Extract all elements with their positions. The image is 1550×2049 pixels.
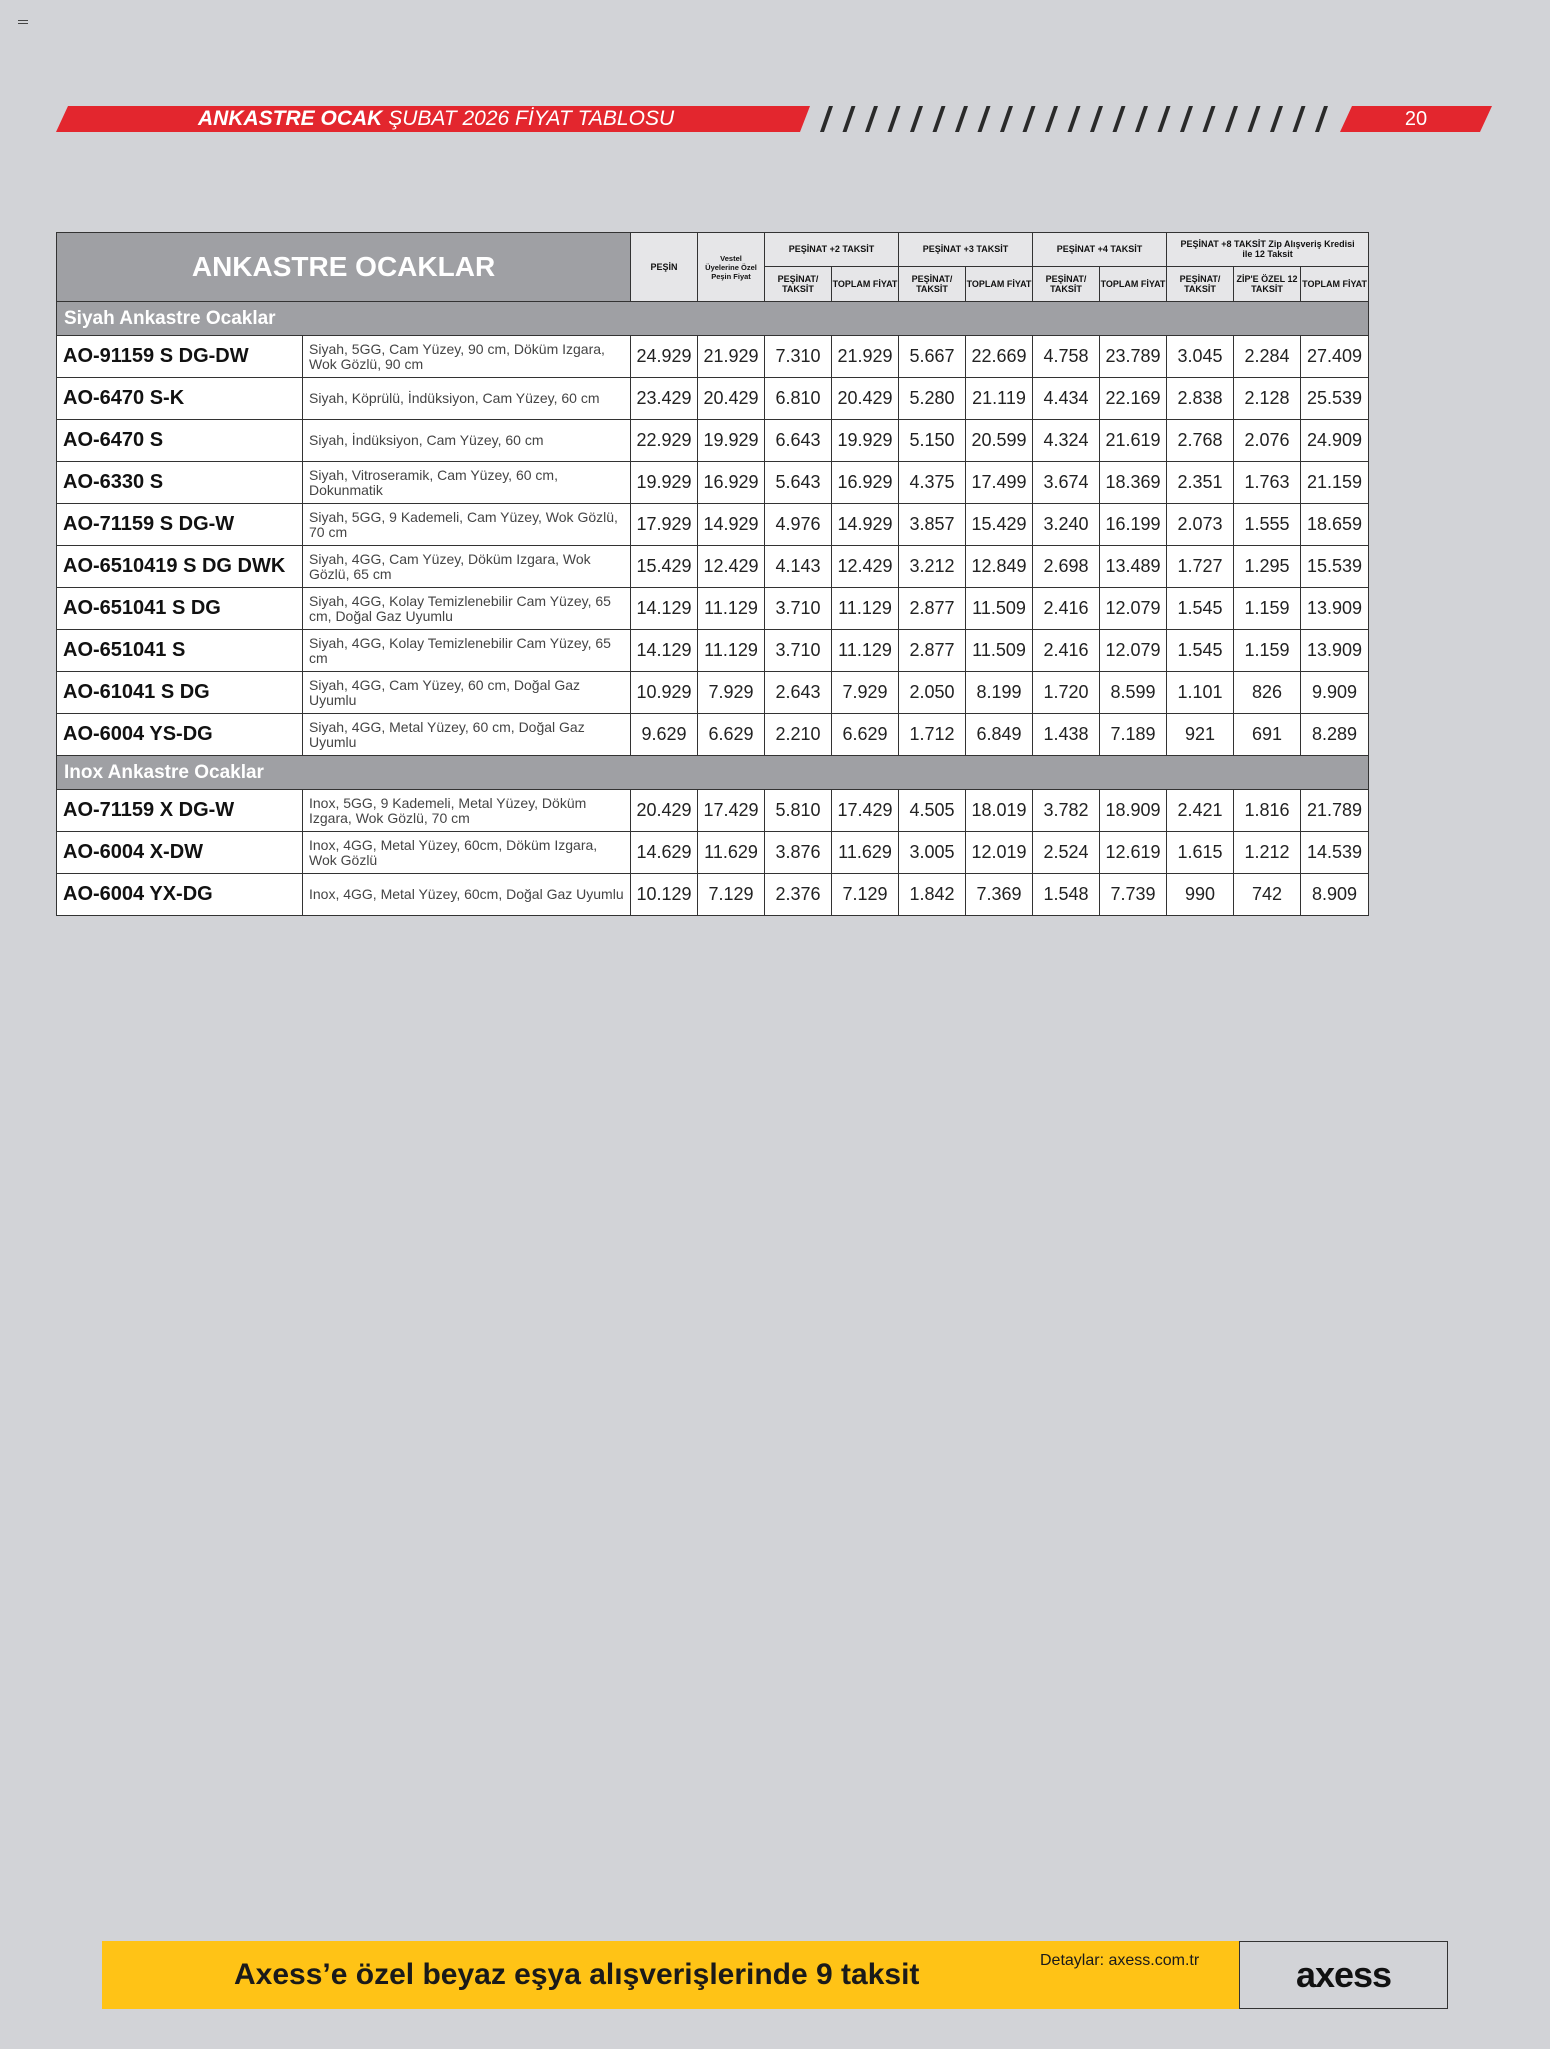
price-cell: 24.929	[631, 336, 698, 378]
price-cell: 2.416	[1033, 588, 1100, 630]
subheader-toplam: TOPLAM FİYAT	[1301, 266, 1369, 301]
banner-stripe	[1293, 106, 1306, 132]
price-cell: 19.929	[631, 462, 698, 504]
banner-stripe	[933, 106, 946, 132]
product-code: AO-6510419 S DG DWK	[57, 546, 303, 588]
price-cell: 11.129	[698, 630, 765, 672]
table-row	[57, 714, 1369, 756]
price-cell: 990	[1167, 874, 1234, 916]
price-cell: 3.240	[1033, 504, 1100, 546]
product-code: AO-6470 S	[57, 420, 303, 462]
banner-stripe	[910, 106, 923, 132]
product-description: Siyah, 4GG, Kolay Temizlenebilir Cam Yüzey, 65 cm	[303, 630, 631, 672]
price-cell: 12.019	[966, 832, 1033, 874]
col-header-vestel: Vestel Üyelerine Özel Peşin Fiyat	[698, 233, 765, 302]
banner-stripe	[1248, 106, 1261, 132]
product-code: AO-6470 S-K	[57, 378, 303, 420]
price-cell: 21.929	[832, 336, 899, 378]
product-description: Siyah, İndüksiyon, Cam Yüzey, 60 cm	[303, 420, 631, 462]
price-cell: 13.489	[1100, 546, 1167, 588]
col-group-4-taksit: PEŞİNAT +4 TAKSİT	[1033, 233, 1167, 267]
price-cell: 7.189	[1100, 714, 1167, 756]
price-cell: 14.929	[698, 504, 765, 546]
price-cell: 2.877	[899, 588, 966, 630]
price-cell: 12.429	[832, 546, 899, 588]
price-cell: 2.050	[899, 672, 966, 714]
banner-stripe	[1023, 106, 1036, 132]
subheader-toplam: TOPLAM FİYAT	[1100, 266, 1167, 301]
price-cell: 14.539	[1301, 832, 1369, 874]
price-cell: 1.720	[1033, 672, 1100, 714]
banner-stripe	[1000, 106, 1013, 132]
price-cell: 3.710	[765, 630, 832, 672]
price-cell: 6.810	[765, 378, 832, 420]
price-cell: 4.758	[1033, 336, 1100, 378]
price-cell: 2.376	[765, 874, 832, 916]
price-cell: 11.129	[698, 588, 765, 630]
price-cell: 2.524	[1033, 832, 1100, 874]
price-cell: 1.615	[1167, 832, 1234, 874]
price-cell: 16.929	[698, 462, 765, 504]
price-cell: 2.838	[1167, 378, 1234, 420]
banner-stripe	[1315, 106, 1328, 132]
price-cell: 11.509	[966, 630, 1033, 672]
price-cell: 1.295	[1234, 546, 1301, 588]
price-cell: 20.599	[966, 420, 1033, 462]
price-cell: 2.284	[1234, 336, 1301, 378]
banner-stripe	[1270, 106, 1283, 132]
table-row	[57, 588, 1369, 630]
price-cell: 6.629	[832, 714, 899, 756]
price-cell: 3.045	[1167, 336, 1234, 378]
price-cell: 5.150	[899, 420, 966, 462]
price-cell: 18.019	[966, 790, 1033, 832]
price-cell: 15.429	[631, 546, 698, 588]
price-cell: 1.545	[1167, 630, 1234, 672]
banner-stripe	[820, 106, 833, 132]
banner-stripe	[865, 106, 878, 132]
price-cell: 12.429	[698, 546, 765, 588]
price-cell: 4.434	[1033, 378, 1100, 420]
price-cell: 3.782	[1033, 790, 1100, 832]
price-cell: 7.739	[1100, 874, 1167, 916]
banner-stripe	[1068, 106, 1081, 132]
price-cell: 22.169	[1100, 378, 1167, 420]
price-cell: 826	[1234, 672, 1301, 714]
price-cell: 2.768	[1167, 420, 1234, 462]
price-cell: 16.929	[832, 462, 899, 504]
section-title: Inox Ankastre Ocaklar	[57, 756, 1369, 790]
price-cell: 10.129	[631, 874, 698, 916]
banner-stripe	[955, 106, 968, 132]
product-description: Inox, 5GG, 9 Kademeli, Metal Yüzey, Döküm Izgara, Wok Gözlü, 70 cm	[303, 790, 631, 832]
banner-stripe	[978, 106, 991, 132]
product-code: AO-61041 S DG	[57, 672, 303, 714]
section-title: Siyah Ankastre Ocaklar	[57, 302, 1369, 336]
price-table	[56, 232, 1369, 916]
price-cell: 18.909	[1100, 790, 1167, 832]
price-cell: 4.324	[1033, 420, 1100, 462]
price-cell: 2.210	[765, 714, 832, 756]
price-cell: 921	[1167, 714, 1234, 756]
price-cell: 12.619	[1100, 832, 1167, 874]
price-cell: 4.976	[765, 504, 832, 546]
price-cell: 7.129	[832, 874, 899, 916]
price-cell: 1.159	[1234, 630, 1301, 672]
table-row	[57, 462, 1369, 504]
product-code: AO-91159 S DG-DW	[57, 336, 303, 378]
price-cell: 5.643	[765, 462, 832, 504]
price-cell: 17.429	[832, 790, 899, 832]
price-cell: 11.129	[832, 588, 899, 630]
table-row	[57, 378, 1369, 420]
product-description: Siyah, 4GG, Cam Yüzey, Döküm Izgara, Wok Gözlü, 65 cm	[303, 546, 631, 588]
price-cell: 8.909	[1301, 874, 1369, 916]
subheader-zip: ZİP'E ÖZEL 12 TAKSİT	[1234, 266, 1301, 301]
price-cell: 11.629	[698, 832, 765, 874]
price-cell: 27.409	[1301, 336, 1369, 378]
price-cell: 3.710	[765, 588, 832, 630]
price-cell: 12.079	[1100, 588, 1167, 630]
price-cell: 5.280	[899, 378, 966, 420]
subheader-pesinat: PEŞİNAT/ TAKSİT	[899, 266, 966, 301]
price-cell: 5.667	[899, 336, 966, 378]
price-cell: 18.659	[1301, 504, 1369, 546]
subheader-pesinat: PEŞİNAT/ TAKSİT	[765, 266, 832, 301]
col-header-pesin: PEŞİN	[631, 233, 698, 302]
table-row	[57, 874, 1369, 916]
price-cell: 3.212	[899, 546, 966, 588]
price-cell: 7.929	[832, 672, 899, 714]
price-cell: 1.842	[899, 874, 966, 916]
price-cell: 21.619	[1100, 420, 1167, 462]
price-cell: 1.548	[1033, 874, 1100, 916]
col-group-8-taksit: PEŞİNAT +8 TAKSİT Zip Alışveriş Kredisi ile 12 Taksit	[1167, 233, 1369, 267]
product-code: AO-651041 S DG	[57, 588, 303, 630]
price-cell: 19.929	[832, 420, 899, 462]
price-cell: 1.438	[1033, 714, 1100, 756]
price-cell: 19.929	[698, 420, 765, 462]
price-cell: 1.101	[1167, 672, 1234, 714]
price-cell: 13.909	[1301, 588, 1369, 630]
banner-stripe	[1045, 106, 1058, 132]
price-cell: 22.669	[966, 336, 1033, 378]
banner-stripe	[1135, 106, 1148, 132]
product-code: AO-6004 YX-DG	[57, 874, 303, 916]
product-description: Inox, 4GG, Metal Yüzey, 60cm, Döküm Izgara, Wok Gözlü	[303, 832, 631, 874]
price-cell: 17.429	[698, 790, 765, 832]
price-cell: 1.727	[1167, 546, 1234, 588]
product-code: AO-71159 X DG-W	[57, 790, 303, 832]
price-cell: 4.505	[899, 790, 966, 832]
price-cell: 2.351	[1167, 462, 1234, 504]
col-group-3-taksit: PEŞİNAT +3 TAKSİT	[899, 233, 1033, 267]
price-cell: 12.849	[966, 546, 1033, 588]
price-cell: 15.539	[1301, 546, 1369, 588]
price-cell: 742	[1234, 874, 1301, 916]
price-cell: 2.877	[899, 630, 966, 672]
price-cell: 6.849	[966, 714, 1033, 756]
price-cell: 1.212	[1234, 832, 1301, 874]
product-description: Siyah, 4GG, Cam Yüzey, 60 cm, Doğal Gaz Uyumlu	[303, 672, 631, 714]
price-cell: 3.876	[765, 832, 832, 874]
header-title-light: ŞUBAT 2026 FİYAT TABLOSU	[388, 107, 675, 130]
product-code: AO-651041 S	[57, 630, 303, 672]
price-cell: 21.929	[698, 336, 765, 378]
product-code: AO-6004 X-DW	[57, 832, 303, 874]
price-cell: 7.310	[765, 336, 832, 378]
price-cell: 14.629	[631, 832, 698, 874]
price-cell: 1.763	[1234, 462, 1301, 504]
col-group-2-taksit: PEŞİNAT +2 TAKSİT	[765, 233, 899, 267]
product-description: Siyah, 4GG, Metal Yüzey, 60 cm, Doğal Gaz Uyumlu	[303, 714, 631, 756]
price-cell: 6.629	[698, 714, 765, 756]
price-cell: 691	[1234, 714, 1301, 756]
table-row	[57, 504, 1369, 546]
price-cell: 1.712	[899, 714, 966, 756]
table-row	[57, 336, 1369, 378]
price-cell: 1.159	[1234, 588, 1301, 630]
banner-stripe	[1225, 106, 1238, 132]
price-cell: 2.421	[1167, 790, 1234, 832]
price-cell: 24.909	[1301, 420, 1369, 462]
header-title-bold: ANKASTRE OCAK	[198, 107, 383, 130]
price-cell: 21.789	[1301, 790, 1369, 832]
subheader-toplam: TOPLAM FİYAT	[832, 266, 899, 301]
price-cell: 11.129	[832, 630, 899, 672]
product-description: Siyah, Vitroseramik, Cam Yüzey, 60 cm, Dokunmatik	[303, 462, 631, 504]
subheader-pesinat: PEŞİNAT/ TAKSİT	[1033, 266, 1100, 301]
price-cell: 17.499	[966, 462, 1033, 504]
table-row	[57, 630, 1369, 672]
price-cell: 11.509	[966, 588, 1033, 630]
price-cell: 4.375	[899, 462, 966, 504]
price-cell: 10.929	[631, 672, 698, 714]
price-cell: 2.416	[1033, 630, 1100, 672]
price-cell: 2.698	[1033, 546, 1100, 588]
price-cell: 23.429	[631, 378, 698, 420]
banner-stripe	[888, 106, 901, 132]
promo-detail-link[interactable]: Detaylar: axess.com.tr	[1040, 1952, 1200, 1969]
product-code: AO-6004 YS-DG	[57, 714, 303, 756]
table-title: ANKASTRE OCAKLAR	[57, 233, 631, 302]
price-cell: 8.199	[966, 672, 1033, 714]
price-cell: 22.929	[631, 420, 698, 462]
table-row	[57, 420, 1369, 462]
price-cell: 18.369	[1100, 462, 1167, 504]
product-code: AO-71159 S DG-W	[57, 504, 303, 546]
page-number: 20	[1404, 108, 1428, 130]
price-cell: 2.643	[765, 672, 832, 714]
subheader-toplam: TOPLAM FİYAT	[966, 266, 1033, 301]
price-cell: 1.545	[1167, 588, 1234, 630]
price-cell: 2.128	[1234, 378, 1301, 420]
price-cell: 17.929	[631, 504, 698, 546]
price-cell: 9.629	[631, 714, 698, 756]
axess-logo-box	[1239, 1941, 1448, 2009]
price-cell: 12.079	[1100, 630, 1167, 672]
banner-stripe	[1113, 106, 1126, 132]
price-cell: 5.810	[765, 790, 832, 832]
banner-stripe	[1203, 106, 1216, 132]
table-row	[57, 790, 1369, 832]
product-description: Siyah, 5GG, 9 Kademeli, Cam Yüzey, Wok Gözlü, 70 cm	[303, 504, 631, 546]
price-cell: 23.789	[1100, 336, 1167, 378]
price-cell: 14.129	[631, 630, 698, 672]
price-cell: 16.199	[1100, 504, 1167, 546]
price-cell: 20.429	[832, 378, 899, 420]
corner-mark	[18, 20, 28, 26]
section-row	[57, 302, 1369, 336]
price-cell: 13.909	[1301, 630, 1369, 672]
price-cell: 2.076	[1234, 420, 1301, 462]
price-cell: 20.429	[631, 790, 698, 832]
price-cell: 6.643	[765, 420, 832, 462]
price-cell: 9.909	[1301, 672, 1369, 714]
product-description: Inox, 4GG, Metal Yüzey, 60cm, Doğal Gaz Uyumlu	[303, 874, 631, 916]
price-cell: 2.073	[1167, 504, 1234, 546]
banner-stripe	[1090, 106, 1103, 132]
price-cell: 1.816	[1234, 790, 1301, 832]
price-cell: 20.429	[698, 378, 765, 420]
banner-stripe	[843, 106, 856, 132]
banner-stripe	[1158, 106, 1171, 132]
product-description: Siyah, 5GG, Cam Yüzey, 90 cm, Döküm Izgara, Wok Gözlü, 90 cm	[303, 336, 631, 378]
promo-text: Axess’e özel beyaz eşya alışverişlerinde 9 taksit	[234, 1958, 920, 1991]
page-header-title	[198, 105, 674, 133]
table-row	[57, 832, 1369, 874]
price-cell: 1.555	[1234, 504, 1301, 546]
price-cell: 14.129	[631, 588, 698, 630]
price-cell: 21.159	[1301, 462, 1369, 504]
price-cell: 15.429	[966, 504, 1033, 546]
product-code: AO-6330 S	[57, 462, 303, 504]
price-cell: 11.629	[832, 832, 899, 874]
price-cell: 4.143	[765, 546, 832, 588]
price-cell: 21.119	[966, 378, 1033, 420]
banner-stripe	[1180, 106, 1193, 132]
price-cell: 3.674	[1033, 462, 1100, 504]
price-cell: 7.369	[966, 874, 1033, 916]
price-cell: 3.005	[899, 832, 966, 874]
section-row	[57, 756, 1369, 790]
price-cell: 25.539	[1301, 378, 1369, 420]
price-cell: 14.929	[832, 504, 899, 546]
axess-logo: axess	[1295, 1954, 1392, 1995]
table-row	[57, 546, 1369, 588]
table-row	[57, 672, 1369, 714]
price-cell: 7.129	[698, 874, 765, 916]
subheader-pesinat: PEŞİNAT/ TAKSİT	[1167, 266, 1234, 301]
price-cell: 8.599	[1100, 672, 1167, 714]
product-description: Siyah, 4GG, Kolay Temizlenebilir Cam Yüzey, 65 cm, Doğal Gaz Uyumlu	[303, 588, 631, 630]
price-cell: 3.857	[899, 504, 966, 546]
price-cell: 7.929	[698, 672, 765, 714]
product-description: Siyah, Köprülü, İndüksiyon, Cam Yüzey, 60 cm	[303, 378, 631, 420]
price-cell: 8.289	[1301, 714, 1369, 756]
